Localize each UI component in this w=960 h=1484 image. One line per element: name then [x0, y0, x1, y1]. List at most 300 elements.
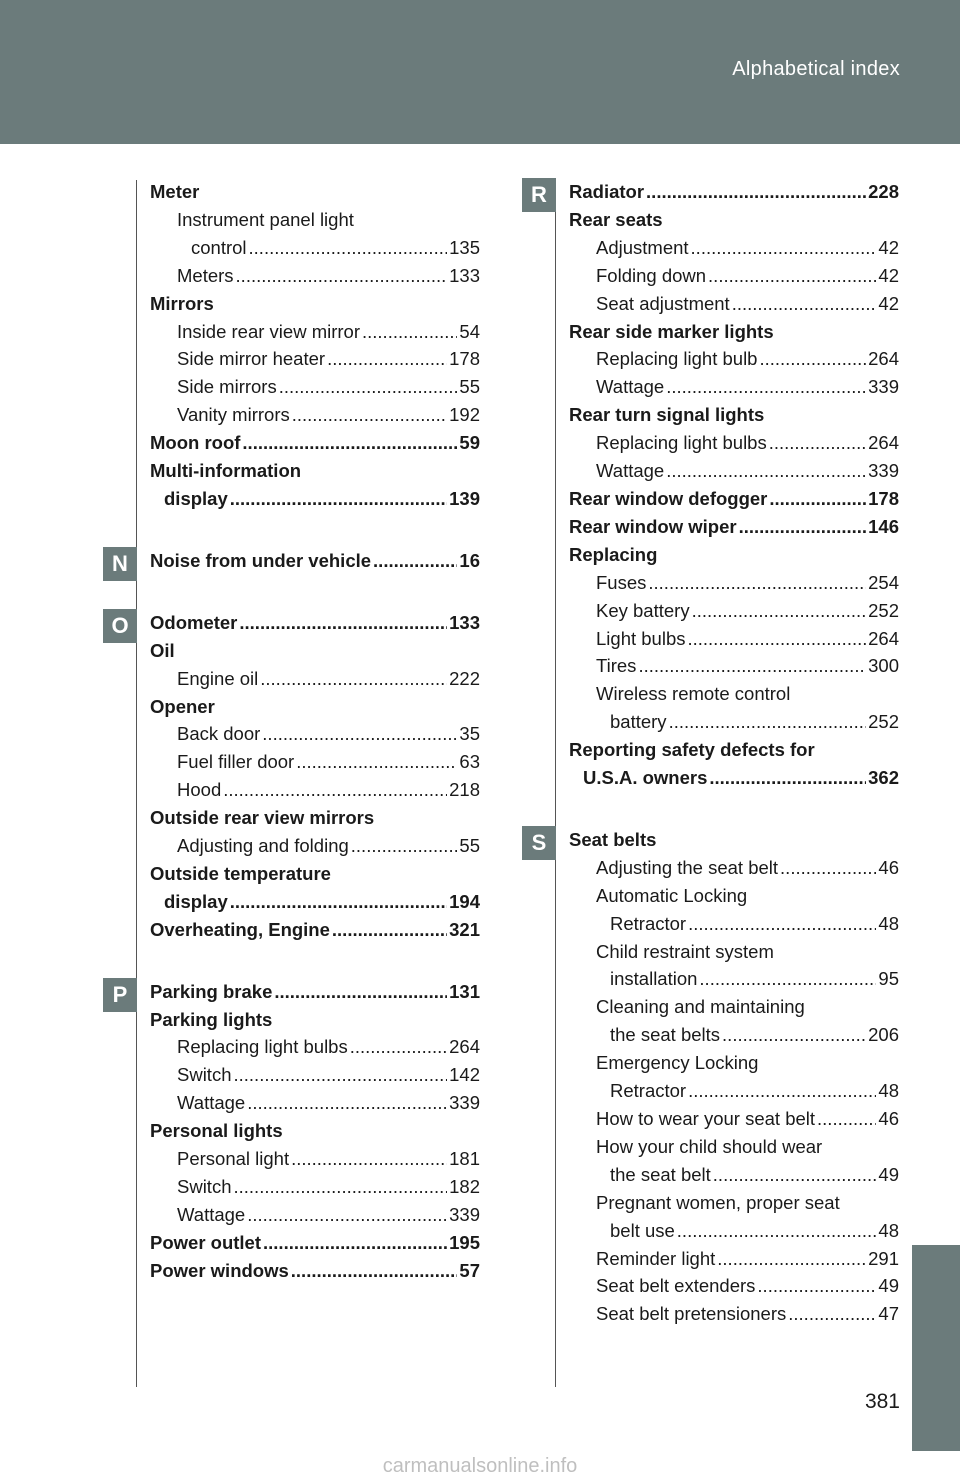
entry-label: Seat belts: [569, 828, 657, 850]
index-subentry: [150, 1145, 480, 1173]
entry-line: [596, 854, 899, 882]
entry-page-number: 95: [878, 968, 899, 990]
entry-line: [596, 993, 899, 1021]
entry-label: Retractor: [610, 1080, 687, 1102]
entry-line: [569, 541, 899, 569]
entry-label: Light bulbs: [596, 627, 686, 649]
entry-label: Fuses: [596, 571, 647, 593]
dot-leader: [692, 597, 867, 625]
entry-line: [177, 720, 480, 748]
dot-leader: [249, 234, 448, 262]
section-letter-badge: R: [522, 178, 556, 212]
entry-line: [596, 938, 899, 966]
index-entry: [150, 860, 480, 916]
entry-line: [596, 965, 899, 993]
entry-page-number: 48: [878, 1219, 899, 1241]
dot-leader: [688, 910, 876, 938]
entry-page-number: 252: [868, 711, 899, 733]
entry-line: [596, 345, 899, 373]
index-entry: [150, 693, 480, 721]
entry-page-number: 57: [459, 1259, 480, 1281]
index-subentry: [150, 665, 480, 693]
dot-leader: [236, 262, 448, 290]
entry-page-number: 321: [449, 918, 480, 940]
entry-line: [177, 318, 480, 346]
entry-page-number: 264: [868, 627, 899, 649]
dot-leader: [291, 1257, 458, 1285]
entry-label: Adjustment: [596, 236, 689, 258]
entry-line: [177, 401, 480, 429]
index-entry: [150, 609, 480, 637]
dot-leader: [780, 854, 876, 882]
entry-page-number: 59: [459, 432, 480, 454]
dot-leader: [669, 708, 867, 736]
index-subentry: [569, 373, 899, 401]
entry-label: the seat belts: [610, 1024, 721, 1046]
entry-label: Engine oil: [177, 667, 259, 689]
entry-page-number: 195: [449, 1231, 480, 1253]
entry-label: Vanity mirrors: [177, 404, 290, 426]
entry-line: [596, 262, 899, 290]
dot-leader: [242, 429, 457, 457]
entry-line: [177, 345, 480, 373]
dot-leader: [350, 1033, 447, 1061]
entry-page-number: 222: [449, 667, 480, 689]
entry-label: Parking brake: [150, 980, 273, 1002]
dot-leader: [274, 978, 447, 1006]
index-subentry: [150, 318, 480, 346]
entry-page-number: 254: [868, 571, 899, 593]
entry-label: Outside rear view mirrors: [150, 807, 375, 829]
index-entry: [150, 1229, 480, 1257]
entry-line: [150, 609, 480, 637]
entry-label: Wattage: [177, 1203, 246, 1225]
entry-page-number: 46: [878, 1108, 899, 1129]
dot-leader: [332, 916, 447, 944]
dot-leader: [351, 832, 458, 860]
index-entry: [569, 736, 899, 792]
section-letter-badge: O: [103, 609, 137, 643]
entry-line: [569, 485, 899, 513]
index-entry: [150, 1117, 480, 1145]
entry-label: Side mirror heater: [177, 348, 326, 370]
entry-label: battery: [610, 711, 667, 733]
entry-line: [177, 262, 480, 290]
dot-leader: [291, 1145, 447, 1173]
index-entry: [150, 290, 480, 318]
index-entry: [150, 547, 480, 575]
entry-label: How your child should wear: [596, 1135, 823, 1157]
entry-label: Outside temperature: [150, 862, 331, 884]
entry-line: [569, 513, 899, 541]
entry-page-number: 46: [878, 856, 899, 878]
index-entry: [150, 1257, 480, 1285]
entry-label: Folding down: [596, 264, 707, 286]
index-subentry: [150, 262, 480, 290]
dot-leader: [769, 485, 866, 513]
dot-leader: [296, 748, 457, 776]
entry-line: [596, 625, 899, 653]
dot-leader: [327, 345, 447, 373]
dot-leader: [732, 290, 877, 318]
entry-line: [596, 1077, 899, 1105]
dot-leader: [247, 1089, 447, 1117]
entry-label: Retractor: [610, 912, 687, 934]
entry-label: Reminder light: [596, 1247, 716, 1269]
index-subentry: [569, 597, 899, 625]
entry-page-number: 146: [868, 515, 899, 537]
dot-leader: [713, 1161, 877, 1189]
index-subentry: [569, 457, 899, 485]
entry-page-number: 339: [449, 1203, 480, 1225]
entry-page-number: 47: [878, 1303, 899, 1325]
dot-leader: [263, 1229, 447, 1257]
entry-label: display: [164, 890, 228, 912]
entry-label: Switch: [177, 1176, 232, 1197]
entry-label: Rear window wiper: [569, 515, 737, 537]
entry-line: [596, 1217, 899, 1245]
entry-page-number: 264: [449, 1036, 480, 1058]
watermark: carmanualsonline.info: [382, 1455, 578, 1477]
dot-leader: [759, 345, 866, 373]
entry-page-number: 252: [868, 599, 899, 621]
entry-line: [150, 693, 480, 721]
entry-line: [596, 1021, 899, 1049]
index-entry: [150, 637, 480, 665]
page-number: 381: [864, 1390, 900, 1413]
entry-label: Moon roof: [150, 432, 241, 454]
entry-line: [150, 1117, 480, 1145]
dot-leader: [247, 1201, 447, 1229]
entry-label: Odometer: [150, 611, 238, 633]
dot-leader: [677, 1217, 877, 1245]
entry-line: [596, 1245, 899, 1273]
entry-line: [177, 373, 480, 401]
entry-line: [177, 1033, 480, 1061]
entry-line: [596, 882, 899, 910]
entry-label: Seat belt extenders: [596, 1275, 756, 1297]
entry-page-number: 49: [878, 1163, 899, 1185]
index-subentry: [150, 345, 480, 373]
index-entry: [569, 401, 899, 429]
index-subentry: [569, 234, 899, 262]
entry-label: control: [191, 236, 247, 258]
entry-label: Wattage: [596, 376, 665, 398]
index-entry: [569, 178, 899, 206]
entry-label: Replacing light bulbs: [177, 1036, 348, 1058]
entry-line: [596, 652, 899, 680]
entry-line: [177, 206, 480, 234]
dot-leader: [666, 457, 866, 485]
index-subentry: [150, 401, 480, 429]
entry-label: How to wear your seat belt: [596, 1108, 816, 1129]
index-subentry: [569, 1245, 899, 1273]
index-subentry: [569, 652, 899, 680]
entry-label: Meters: [177, 264, 234, 286]
entry-line: [150, 1006, 480, 1034]
entry-line: [150, 888, 480, 916]
entry-line: [596, 1189, 899, 1217]
dot-leader: [223, 776, 447, 804]
entry-line: [177, 1201, 480, 1229]
entry-page-number: 55: [459, 835, 480, 857]
entry-label: Oil: [150, 639, 175, 661]
index-subentry: [569, 345, 899, 373]
index-subentry: [150, 1033, 480, 1061]
entry-label: Noise from under vehicle: [150, 549, 372, 571]
entry-label: Multi-information: [150, 460, 302, 482]
index-subentry: [569, 993, 899, 1049]
dot-leader: [739, 513, 867, 541]
entry-label: Rear side marker lights: [569, 320, 774, 342]
section-letter-badge: P: [103, 978, 137, 1012]
entry-line: [596, 910, 899, 938]
entry-label: Instrument panel light: [177, 208, 354, 230]
entry-line: [569, 178, 899, 206]
index-subentry: [150, 748, 480, 776]
index-group: [150, 178, 480, 513]
entry-line: [569, 401, 899, 429]
header-title: Alphabetical index: [732, 58, 900, 80]
entry-line: [596, 457, 899, 485]
dot-leader: [234, 1173, 448, 1201]
entry-line: [596, 1161, 899, 1189]
entry-line: [569, 826, 899, 854]
index-entry: [150, 804, 480, 832]
entry-page-number: 42: [878, 292, 899, 314]
entry-page-number: 133: [449, 264, 480, 286]
entry-line: [150, 637, 480, 665]
entry-line: [150, 978, 480, 1006]
entry-line: [150, 860, 480, 888]
entry-label: belt use: [610, 1219, 675, 1241]
dot-leader: [230, 888, 447, 916]
index-entry: [150, 178, 480, 206]
entry-label: Power windows: [150, 1259, 289, 1281]
index-group: [111, 609, 480, 944]
section-side-tab: [912, 1245, 960, 1451]
entry-page-number: 35: [459, 723, 480, 745]
entry-page-number: 131: [449, 980, 480, 1002]
entry-label: Replacing light bulb: [596, 348, 758, 370]
dot-leader: [648, 569, 866, 597]
entry-label: Hood: [177, 779, 222, 801]
index-subentry: [569, 290, 899, 318]
entry-page-number: 63: [459, 751, 480, 773]
index-entry: [569, 206, 899, 234]
entry-page-number: 218: [449, 779, 480, 801]
entry-label: Meter: [150, 181, 200, 202]
entry-label: Wireless remote control: [596, 683, 791, 705]
index-entry: [569, 541, 899, 569]
entry-label: Fuel filler door: [177, 751, 295, 773]
dot-leader: [717, 1245, 866, 1273]
index-subentry: [150, 720, 480, 748]
dot-leader: [260, 665, 447, 693]
entry-line: [177, 234, 480, 262]
dot-leader: [279, 373, 458, 401]
left-column-rule: [136, 180, 137, 1387]
entry-page-number: 178: [449, 348, 480, 370]
entry-line: [150, 1229, 480, 1257]
dot-leader: [262, 720, 457, 748]
entry-label: Back door: [177, 723, 261, 745]
entry-label: Radiator: [569, 181, 645, 202]
entry-label: Replacing: [569, 543, 658, 565]
entry-label: Reporting safety defects for: [569, 739, 815, 761]
entry-line: [596, 373, 899, 401]
entry-line: [596, 597, 899, 625]
entry-line: [596, 1049, 899, 1077]
entry-line: [150, 916, 480, 944]
entry-page-number: 339: [868, 376, 899, 398]
dot-leader: [691, 234, 877, 262]
entry-line: [596, 1133, 899, 1161]
index-subentry: [569, 1189, 899, 1245]
entry-page-number: 48: [878, 1080, 899, 1102]
entry-line: [150, 290, 480, 318]
dot-leader: [688, 1077, 876, 1105]
index-subentry: [150, 206, 480, 262]
entry-label: Switch: [177, 1064, 232, 1086]
entry-page-number: 54: [459, 320, 480, 342]
entry-label: Mirrors: [150, 292, 214, 314]
index-subentry: [569, 882, 899, 938]
entry-page-number: 178: [868, 487, 899, 509]
index-subentry: [569, 1133, 899, 1189]
index-column-right: [531, 178, 899, 1328]
dot-leader: [362, 318, 457, 346]
entry-line: [596, 1105, 899, 1133]
dot-leader: [699, 965, 876, 993]
entry-page-number: 228: [868, 181, 899, 202]
index-subentry: [150, 1061, 480, 1089]
index-group: [112, 547, 480, 576]
entry-label: Seat belt pretensioners: [596, 1303, 787, 1325]
dot-leader: [722, 1021, 866, 1049]
index-entry: [150, 978, 480, 1006]
index-group: [531, 178, 899, 792]
entry-line: [177, 832, 480, 860]
index-entry: [150, 916, 480, 944]
index-entry: [150, 1006, 480, 1034]
entry-label: Rear turn signal lights: [569, 404, 765, 426]
entry-page-number: 206: [868, 1024, 899, 1046]
entry-label: installation: [610, 968, 698, 990]
entry-line: [569, 318, 899, 346]
entry-label: Pregnant women, proper seat: [596, 1191, 840, 1213]
entry-label: Seat adjustment: [596, 292, 730, 314]
entry-label: the seat belt: [610, 1163, 711, 1185]
index-subentry: [150, 373, 480, 401]
entry-page-number: 139: [449, 487, 480, 509]
entry-line: [596, 680, 899, 708]
index-subentry: [569, 625, 899, 653]
entry-label: Parking lights: [150, 1008, 273, 1030]
entry-label: Rear seats: [569, 208, 663, 230]
dot-leader: [817, 1105, 876, 1133]
entry-page-number: 264: [868, 432, 899, 454]
entry-page-number: 339: [449, 1092, 480, 1114]
dot-leader: [788, 1300, 876, 1328]
entry-line: [177, 1061, 480, 1089]
entry-page-number: 49: [878, 1275, 899, 1297]
entry-page-number: 42: [878, 236, 899, 258]
entry-label: U.S.A. owners: [583, 767, 708, 789]
entry-line: [569, 206, 899, 234]
index-column-left: [111, 178, 480, 1285]
dot-leader: [709, 764, 866, 792]
index-subentry: [569, 1300, 899, 1328]
index-entry: [569, 485, 899, 513]
entry-line: [177, 1145, 480, 1173]
entry-line: [150, 485, 480, 513]
index-entry: [569, 513, 899, 541]
index-subentry: [569, 1049, 899, 1105]
entry-line: [177, 776, 480, 804]
right-column-rule: [555, 180, 556, 1387]
entry-page-number: 339: [868, 460, 899, 482]
entry-label: Adjusting and folding: [177, 835, 349, 857]
dot-leader: [687, 625, 866, 653]
entry-page-number: 48: [878, 912, 899, 934]
entry-line: [150, 1257, 480, 1285]
index-subentry: [150, 1201, 480, 1229]
entry-label: Wattage: [596, 460, 665, 482]
entry-label: Emergency Locking: [596, 1052, 759, 1074]
entry-label: Automatic Locking: [596, 884, 748, 906]
entry-line: [596, 708, 899, 736]
index-entry: [150, 457, 480, 513]
entry-line: [150, 804, 480, 832]
dot-leader: [373, 547, 457, 575]
entry-line: [569, 764, 899, 792]
entry-line: [177, 1173, 480, 1201]
entry-page-number: 362: [868, 767, 899, 789]
entry-line: [177, 665, 480, 693]
dot-leader: [292, 401, 447, 429]
entry-label: Adjusting the seat belt: [596, 856, 779, 878]
index-subentry: [569, 569, 899, 597]
dot-leader: [769, 429, 866, 457]
index-subentry: [150, 776, 480, 804]
entry-page-number: 133: [449, 611, 480, 633]
index-entry: [150, 429, 480, 457]
entry-page-number: 42: [878, 264, 899, 286]
entry-line: [177, 748, 480, 776]
entry-label: Wattage: [177, 1092, 246, 1114]
entry-line: [150, 429, 480, 457]
entry-page-number: 291: [868, 1247, 899, 1269]
index-subentry: [150, 1089, 480, 1117]
index-subentry: [569, 854, 899, 882]
index-subentry: [569, 1105, 899, 1133]
index-entry: [569, 826, 899, 854]
entry-line: [596, 1300, 899, 1328]
entry-page-number: 142: [449, 1064, 480, 1086]
entry-line: [596, 290, 899, 318]
entry-line: [150, 178, 480, 206]
entry-label: Key battery: [596, 599, 690, 621]
entry-page-number: 264: [868, 348, 899, 370]
entry-page-number: 182: [449, 1176, 480, 1197]
index-entry: [569, 318, 899, 346]
page-header: [0, 0, 960, 144]
entry-line: [596, 234, 899, 262]
entry-label: Tires: [596, 655, 637, 677]
index-subentry: [569, 429, 899, 457]
section-letter-badge: N: [103, 547, 137, 581]
